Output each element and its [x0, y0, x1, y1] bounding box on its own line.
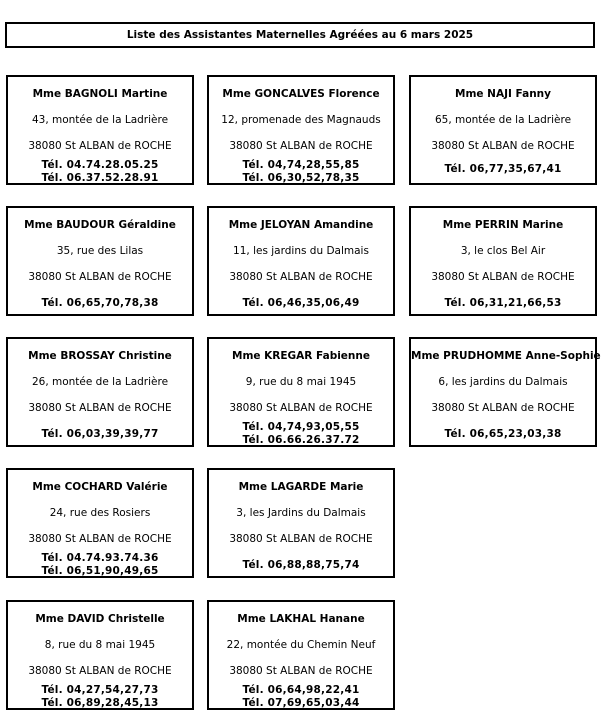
- card-bagnoli: [6, 75, 194, 185]
- card-phone-1: Tél. 06,65,70,78,38: [41, 297, 159, 309]
- card-phone-1: Tél. 06,77,35,67,41: [444, 163, 562, 175]
- card-address: 12, promenade des Magnauds: [221, 114, 381, 126]
- card-phone-1: Tél. 04.74.93.74.36: [41, 552, 159, 564]
- card-phone-1: Tél. 04,74,28,55,85: [242, 159, 360, 171]
- card-jeloyan: [207, 206, 395, 316]
- card-name: Mme GONCALVES Florence: [222, 88, 380, 100]
- card-phone-1: Tél. 04.74.28.05.25: [41, 159, 159, 171]
- page-title: Liste des Assistantes Maternelles Agréées au 6 mars 2025: [5, 22, 595, 48]
- card-phone-2: Tél. 06,89,28,45,13: [41, 697, 159, 709]
- card-address: 3, le clos Bel Air: [460, 245, 546, 257]
- card-city: 38080 St ALBAN de ROCHE: [431, 140, 575, 152]
- card-name: Mme BROSSAY Christine: [28, 350, 172, 362]
- card-address: 24, rue des Rosiers: [49, 507, 151, 519]
- card-name: Mme PRUDHOMME Anne-Sophie: [411, 350, 601, 362]
- card-name: Mme DAVID Christelle: [35, 613, 165, 625]
- card-city: 38080 St ALBAN de ROCHE: [229, 533, 373, 545]
- card-phone-1: Tél. 04,74,93,05,55: [242, 421, 360, 433]
- card-lagarde: [207, 468, 395, 578]
- card-address: 3, les Jardins du Dalmais: [236, 507, 366, 519]
- card-city: 38080 St ALBAN de ROCHE: [28, 271, 172, 283]
- card-address: 35, rue des Lilas: [56, 245, 144, 257]
- card-phone-1: Tél. 04,27,54,27,73: [41, 684, 159, 696]
- card-name: Mme COCHARD Valérie: [32, 481, 168, 493]
- card-address: 8, rue du 8 mai 1945: [44, 639, 156, 651]
- card-phone-1: Tél. 06,46,35,06,49: [242, 297, 360, 309]
- card-address: 6, les jardins du Dalmais: [438, 376, 568, 388]
- card-city: 38080 St ALBAN de ROCHE: [229, 665, 373, 677]
- card-phone-2: Tél. 07,69,65,03,44: [242, 697, 360, 709]
- card-city: 38080 St ALBAN de ROCHE: [431, 271, 575, 283]
- card-phone-2: Tél. 06,51,90,49,65: [41, 565, 159, 577]
- card-city: 38080 St ALBAN de ROCHE: [28, 140, 172, 152]
- card-brossay: [6, 337, 194, 447]
- card-name: Mme BAUDOUR Géraldine: [24, 219, 176, 231]
- card-city: 38080 St ALBAN de ROCHE: [431, 402, 575, 414]
- card-city: 38080 St ALBAN de ROCHE: [229, 402, 373, 414]
- card-address: 9, rue du 8 mai 1945: [245, 376, 357, 388]
- card-name: Mme PERRIN Marine: [442, 219, 564, 231]
- card-address: 26, montée de la Ladrière: [31, 376, 169, 388]
- card-baudour: [6, 206, 194, 316]
- card-cochard: [6, 468, 194, 578]
- card-perrin: [409, 206, 597, 316]
- card-phone-1: Tél. 06,65,23,03,38: [444, 428, 562, 440]
- card-prudhomme: [409, 337, 601, 447]
- card-city: 38080 St ALBAN de ROCHE: [28, 402, 172, 414]
- card-phone-1: Tél. 06,88,88,75,74: [242, 559, 360, 571]
- card-phone-2: Tél. 06.37.52.28.91: [41, 172, 159, 184]
- card-phone-2: Tél. 06,30,52,78,35: [242, 172, 360, 184]
- card-name: Mme BAGNOLI Martine: [32, 88, 168, 100]
- card-city: 38080 St ALBAN de ROCHE: [229, 271, 373, 283]
- card-name: Mme KREGAR Fabienne: [232, 350, 370, 362]
- card-address: 43, montée de la Ladrière: [31, 114, 169, 126]
- card-address: 11, les jardins du Dalmais: [233, 245, 369, 257]
- card-goncalves: [207, 75, 395, 185]
- card-name: Mme LAGARDE Marie: [238, 481, 364, 493]
- card-name: Mme JELOYAN Amandine: [228, 219, 374, 231]
- card-address: 22, montée du Chemin Neuf: [226, 639, 376, 651]
- card-city: 38080 St ALBAN de ROCHE: [28, 665, 172, 677]
- card-phone-1: Tél. 06,31,21,66,53: [444, 297, 562, 309]
- card-david: [6, 600, 194, 710]
- card-phone-1: Tél. 06,64,98,22,41: [242, 684, 360, 696]
- card-city: 38080 St ALBAN de ROCHE: [28, 533, 172, 545]
- card-name: Mme NAJI Fanny: [455, 88, 551, 100]
- card-phone-2: Tél. 06.66.26.37.72: [242, 434, 360, 446]
- card-kregar: [207, 337, 395, 447]
- card-name: Mme LAKHAL Hanane: [237, 613, 365, 625]
- card-address: 65, montée de la Ladrière: [434, 114, 572, 126]
- card-lakhal: [207, 600, 395, 710]
- card-naji: [409, 75, 597, 185]
- card-phone-1: Tél. 06,03,39,39,77: [41, 428, 159, 440]
- card-city: 38080 St ALBAN de ROCHE: [229, 140, 373, 152]
